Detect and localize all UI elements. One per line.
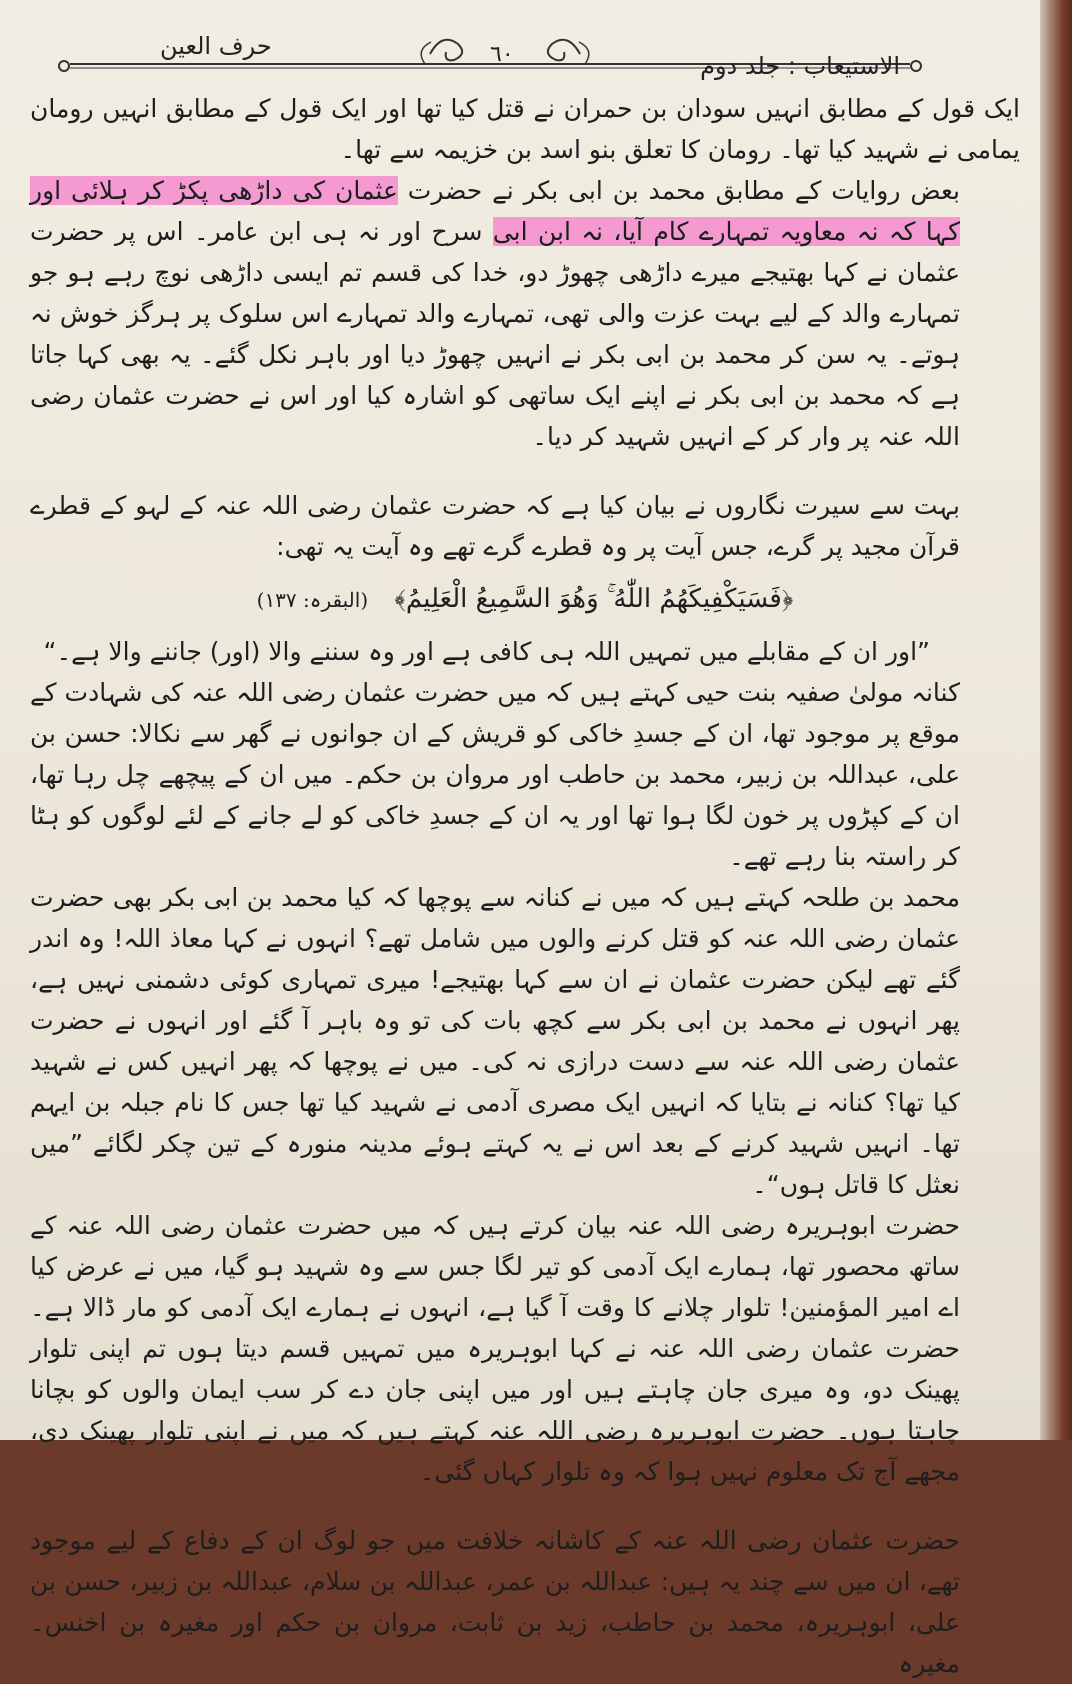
page-body: [30, 88, 1020, 1684]
paragraph: حضرت عثمان رضی اللہ عنہ کے کاشانہ خلافت میں جو لوگ ان کے دفاع کے لیے موجود تھے، ان میں سے چند یہ ہیں: عبداللہ بن عمر، عبداللہ بن سلام، عبداللہ بن زبیر، حسن بن علی، ابوہریرہ، محمد بن حاطب، زید بن ثابت، مروان بن حکم اور مغیرہ بن اخنس۔ مغیرہ: [30, 1526, 960, 1678]
paragraph: حضرت ابوہریرہ رضی اللہ عنہ بیان کرتے ہیں کہ میں حضرت عثمان رضی اللہ عنہ کے ساتھ محصور تھا، ہمارے ایک آدمی کو تیر لگا جس سے وہ شہید ہو گیا، میں نے عرض کیا اے امیر المؤمنین! تلوار چلانے کا وقت آ گیا ہے، انہوں نے ہمارے ایک آدمی کو مار ڈالا ہے۔ حضرت عثمان رضی اللہ عنہ نے کہا ابوہریرہ میں تمہیں قسم دیتا ہوں تم اپنی تلوار پھینک دو، وہ میری جان چاہتے ہیں اور میں اپنی جان دے کر سب ایمان والوں کو بچانا چاہتا ہوں۔ حضرت ابوہریرہ رضی اللہ عنہ کہتے ہیں کہ میں نے اپنی تلوار پھینک دی، مجھے آج تک معلوم نہیں ہوا کہ وہ تلوار کہاں گئی۔: [30, 1211, 960, 1486]
paragraph-text: سرح اور نہ ہی ابن عامر۔ اس پر حضرت عثمان نے کہا بھتیجے میرے داڑھی چھوڑ دو، خدا کی قسم تم ایسی داڑھی نوچ رہے ہو جو تمہارے والد کے لیے بہت عزت والی تھی، تمہارے والد تمہارے اس سلوک پر ہرگز خوش نہ ہوتے۔ یہ سن کر محمد بن ابی بکر نے انہیں چھوڑ دیا اور باہر نکل گئے۔ یہ بھی کہا جاتا ہے کہ محمد بن ابی بکر نے اپنے ایک ساتھی کو اشارہ کیا اور اس نے حضرت عثمان رضی اللہ عنہ پر وار کر کے انہیں شہید کر دیا۔: [30, 217, 960, 451]
quran-verse: [30, 573, 1020, 627]
paragraph-text: بعض روایات کے مطابق محمد بن ابی بکر نے حضرت: [407, 176, 960, 205]
paragraph-highlighted: [30, 170, 1020, 457]
paragraph: بہت سے سیرت نگاروں نے بیان کیا ہے کہ حضرت عثمان رضی اللہ عنہ کے لہو کے قطرے قرآن مجید پر گرے، جس آیت پر وہ قطرے گرے تھے وہ آیت یہ تھی:: [30, 491, 960, 561]
book-cover-edge: [1040, 0, 1072, 1440]
page-number: ٦٠: [490, 42, 514, 67]
section-title: حرف العین: [160, 32, 272, 60]
paragraph: کنانہ مولیٰ صفیہ بنت حیی کہتے ہیں کہ میں حضرت عثمان رضی اللہ عنہ کی شہادت کے موقع پر موجود تھا، ان کے جسدِ خاکی کو قریش کے ان جوانوں نے گھر سے نکالا: حسن بن علی، عبداللہ بن زبیر، محمد بن حاطب اور مروان بن حکم۔ میں ان کے پیچھے چل رہا تھا، ان کے کپڑوں پر خون لگا ہوا تھا اور یہ ان کے جسدِ خاکی کو لے جانے کے لئے لوگوں کو ہٹا کر راستہ بنا رہے تھے۔: [30, 678, 960, 871]
verse-translation: ”اور ان کے مقابلے میں تمہیں اللہ ہی کافی ہے اور وہ سننے والا (اور) جاننے والا ہے۔“: [43, 637, 930, 666]
verse-text: ﴿فَسَيَكْفِيكَهُمُ اللّٰهُ ۚ وَهُوَ السَّمِيعُ الْعَلِيمُ﴾: [394, 584, 794, 614]
book-title: الاستیعاب : جلد دوم: [700, 52, 900, 80]
paragraph: ایک قول کے مطابق انہیں سودان بن حمران نے قتل کیا تھا اور ایک قول کے مطابق انہیں رومان یمامی نے شہید کیا تھا۔ رومان کا تعلق بنو اسد بن خزیمہ سے تھا۔: [30, 94, 1020, 164]
paragraph: محمد بن طلحہ کہتے ہیں کہ میں نے کنانہ سے پوچھا کہ کیا محمد بن ابی بکر بھی حضرت عثمان رضی اللہ عنہ کو قتل کرنے والوں میں شامل تھے؟ انہوں نے کہا معاذ اللہ! وہ اندر گئے تھے لیکن حضرت عثمان نے ان سے کہا بھتیجے! میری تمہاری کوئی دشمنی نہیں ہے، پھر انہوں نے محمد بن ابی بکر سے کچھ بات کی تو وہ باہر آ گئے اور انہوں نے حضرت عثمان رضی اللہ عنہ سے دست درازی نہ کی۔ میں نے پوچھا کہ پھر انہیں کس نے شہید کیا تھا؟ کنانہ نے بتایا کہ انہیں ایک مصری آدمی نے شہید کیا تھا جس کا نام جبلہ بن ایہم تھا۔ انہیں شہید کرنے کے بعد اس نے یہ کہتے ہوئے مدینہ منورہ کے تین چکر لگائے ”میں نعثل کا قاتل ہوں“۔: [30, 883, 960, 1199]
highlighted-text: عثمان کی داڑھی پکڑ کر ہلائی اور کہا کہ نہ معاویہ تمہارے کام آیا، نہ ابن ابی: [30, 176, 960, 246]
page-header: [50, 14, 930, 84]
verse-reference: (البقرہ: ۱۳۷): [256, 588, 369, 612]
